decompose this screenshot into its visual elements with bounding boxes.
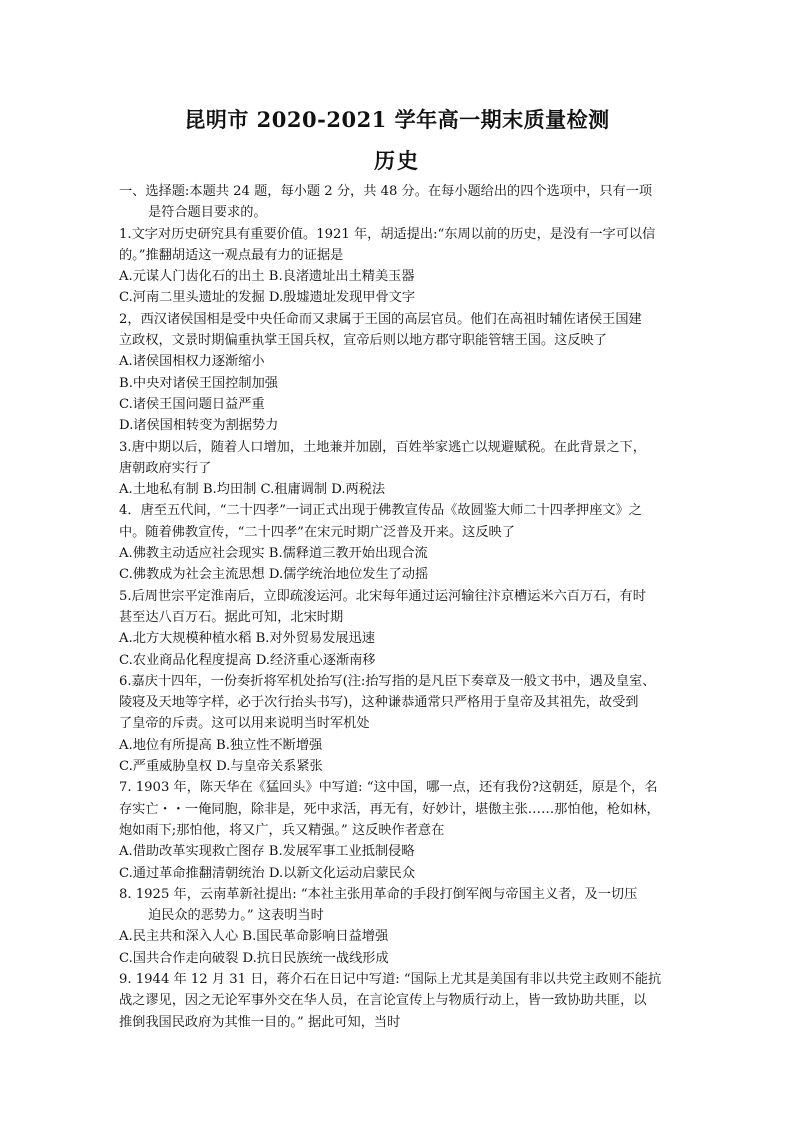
question-2-stem: 2，西汉诸侯国相是受中央任命而又隶属于王国的高层官员。他们在高祖时辅佐诸侯王国建: [119, 311, 642, 327]
question-6-stem: 陵寝及天地等字样，必于次行抬头书写)，这种谦恭通常只严格用于皇帝及其祖先，故受到: [119, 695, 639, 711]
section-heading-line-2: 是符合题目要求的。: [148, 205, 267, 221]
question-7-stem: 炮如雨下;那怕他，将又广，兵又精强。” 这反映作者意在: [119, 822, 445, 838]
question-2-stem: 立政权，文景时期偏重执掌王国兵权，宣帝后则以地方郡守职能管辖王国。这反映了: [119, 333, 607, 349]
question-9-stem: 9. 1944 年 12 月 31 日，蒋介石在日记中写道: “国际上尤其是美国有非以共党主政则不能抗: [119, 971, 662, 987]
section-heading-line-1: 一、选择题:本题共 24 题，每小题 2 分，共 48 分。在每小题给出的四个选项中，只有一项: [119, 184, 653, 199]
question-6-options: C.严重威胁皇权 D.与皇帝关系紧张: [119, 759, 323, 775]
question-7-options: A.借助改革实现救亡图存 B.发展军事工业抵制侵略: [119, 844, 415, 860]
question-5-options: C.农业商品化程度提高 D.经济重心逐渐南移: [119, 652, 376, 668]
question-4-stem: 4．唐至五代间，“二十四孝”一词正式出现于佛教宣传品《故圆鉴大师二十四孝押座文》之: [119, 503, 642, 519]
exam-subject: 历史: [374, 148, 420, 173]
question-4-options: C.佛教成为社会主流思想 D.儒学统治地位发生了动摇: [119, 567, 429, 583]
question-1-stem: 1.文字对历史研究具有重要价值。1921 年，胡适提出:“东周以前的历史，是没有一字可以信: [119, 226, 656, 242]
question-7-options: C.通过革命推翻清朝统治 D.以新文化运动启蒙民众: [119, 865, 416, 881]
exam-body: [119, 181, 679, 1033]
question-7-stem: 7. 1903 年，陈天华在《猛回头》中写道: “这中国，哪一点，还有我份?这朝廷，原是个，名: [119, 780, 658, 796]
question-9-stem: 战之谬见，因之无论军事外交在华人员，在言论宣传上与物质行动上，皆一致协助共匪，以: [119, 993, 647, 1009]
question-5-options: A.北方大规模种植水稻 B.对外贸易发展迅速: [119, 631, 375, 647]
question-8-options: A.民主共和深入人心 B.国民革命影响日益增强: [119, 929, 389, 945]
question-3-stem: 唐朝政府实行了: [119, 460, 212, 476]
question-2-option-a: A.诸侯国相权力逐渐缩小: [119, 354, 265, 370]
question-2-option-c: C.诸侯王国问题日益严重: [119, 396, 265, 412]
question-8-stem: 8. 1925 年，云南革新社提出: “本社主张用革命的手段打倒军阀与帝国主义者，及一切压: [119, 886, 638, 902]
question-8-options: C.国共合作走向破裂 D.抗日民族统一战线形成: [119, 950, 389, 966]
question-9-stem: 推倒我国民政府为其惟一目的。” 据此可知，当时: [119, 1014, 401, 1030]
exam-title: 昆明市 2020-2021 学年高一期末质量检测: [184, 107, 610, 132]
question-2-option-d: D.诸侯国相转变为割据势力: [119, 418, 279, 434]
question-6-stem: 6.嘉庆十四年，一份奏折将军机处抬写(注:抬写指的是凡臣下奏章及一般文书中，遇及皇室、: [119, 673, 656, 689]
question-6-options: A.地位有所提高 B.独立性不断增强: [119, 737, 323, 753]
question-8-stem: 迫民众的恶势力。” 这表明当时: [148, 908, 324, 924]
question-2-option-b: B.中央对诸侯王国控制加强: [119, 375, 278, 391]
question-3-stem: 3.唐中期以后，随着人口增加，土地兼并加剧，百姓举家逃亡以规避赋税。在此背景之下，: [119, 439, 646, 455]
question-7-stem: 存实亡・・一俺同胞，除非是，死中求活，再无有，好妙计，堪傲主张……那怕他，枪如林，: [119, 801, 660, 817]
question-1-stem: 的。”推翻胡适这一观点最有力的证据是: [119, 247, 344, 263]
question-3-options: A.土地私有制 B.均田制 C.租庸调制 D.两税法: [119, 482, 386, 498]
question-4-options: A.佛教主动适应社会现实 B.儒释道三教开始出现合流: [119, 546, 428, 562]
question-1-options: C.河南二里头遗址的发掘 D.殷墟遗址发现甲骨文字: [119, 290, 416, 306]
question-5-stem: 5.后周世宗平定淮南后，立即疏浚运河。北宋每年通过运河输往汴京槽运米六百万石，有时: [119, 588, 646, 604]
question-1-options: A.元谋人门齿化石的出土 B.良渚遗址出土精美玉器: [119, 269, 415, 285]
question-6-stem: 了皇帝的斥责。这可以用来说明当时军机处: [119, 716, 370, 732]
question-5-stem: 甚至达八百万石。据此可知，北宋时期: [119, 609, 344, 625]
question-4-stem: 中。随着佛教宣传，“二十四孝”在宋元时期广泛普及开来。这反映了: [119, 524, 515, 540]
